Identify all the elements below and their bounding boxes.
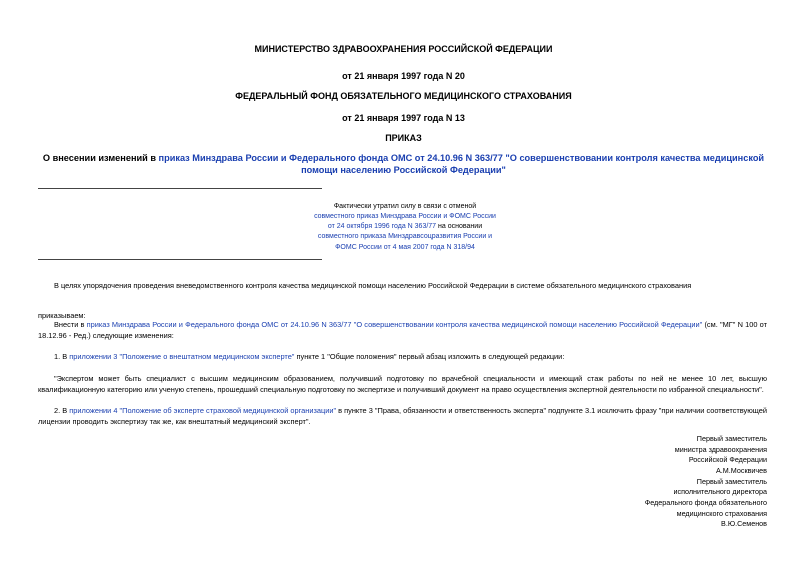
status-note-link-1[interactable]: совместного приказ Минздрава России и ФОМС России [314, 213, 496, 221]
status-note-link-4[interactable]: ФОМС России от 4 мая 2007 года N 318/94 [335, 243, 475, 251]
status-note [300, 202, 510, 253]
status-note-link-3[interactable]: совместного приказа Минздравсоцразвития России и [317, 233, 493, 241]
status-note-link-2[interactable]: от 24 октября 1996 года N 363/77 [327, 223, 437, 231]
signature-line: Первый заместитель [696, 476, 767, 486]
paragraph-amendment-link[interactable]: приказ Минздрава России и Федерального фонда ОМС от 24.10.96 N 363/77 "О совершенствовании контроля качества медицинской помощи населению Российской Федерации" [86, 320, 703, 329]
document-title [30, 153, 777, 177]
signature-name: А.М.Москвичев [716, 465, 767, 475]
fund-date: от 21 января 1997 года N 13 [342, 113, 465, 123]
paragraph-amendment-suffix: (см. "МГ" N 100 от 18.12.96 - Ред.) следующие изменения: [38, 320, 767, 340]
item-1 [38, 352, 767, 363]
doc-type-heading: ПРИКАЗ [385, 133, 422, 143]
ministry-heading: МИНИСТЕРСТВО ЗДРАВООХРАНЕНИЯ РОССИЙСКОЙ ФЕДЕРАЦИИ [254, 44, 553, 54]
paragraph-amendment-prefix: Внести в [54, 320, 87, 329]
paragraph-amendment [38, 320, 767, 341]
item-2-prefix: 2. В [54, 406, 70, 415]
signature-block-ministry [567, 434, 767, 530]
signature-line: министра здравоохранения [674, 444, 767, 454]
item-2 [38, 406, 767, 427]
title-prefix: О внесении изменений в [42, 153, 159, 163]
item-2-suffix: в пункте 3 "Права, обязанности и ответственность эксперта" подпункте 3.1 исключить фразу "при наличии соответствующей лицензии проводить экспертизу так же, как внештатный медицинский эксперт". [38, 406, 767, 426]
signature-line: Первый заместитель [696, 434, 767, 443]
divider-bottom [38, 259, 322, 260]
title-order-link[interactable]: приказ Минздрава России и Федерального фонда ОМС от 24.10.96 N 363/77 "О совершенствовании контроля качества медицинской помощи населению Российской Федерации" [158, 153, 765, 175]
intro-paragraph: В целях упорядочения проведения вневедомственного контроля качества медицинской помощи населению Российской Федерации в системе обязательного медицинского страхования [54, 281, 692, 290]
signature-line: медицинского страхования [676, 508, 767, 518]
ministry-date: от 21 января 1997 года N 20 [342, 71, 465, 81]
signature-line: Российской Федерации [688, 455, 767, 465]
item-1-link[interactable]: приложении 3 "Положение о внештатном медицинском эксперте" [69, 352, 295, 361]
item-1-suffix: пункте 1 "Общие положения" первый абзац изложить в следующей редакции: [294, 352, 565, 361]
divider-top [38, 188, 322, 189]
signature-name: В.Ю.Семенов [721, 519, 767, 529]
item-1-prefix: 1. В [54, 352, 70, 361]
status-note-line2-tail: на основании [436, 223, 483, 231]
signature-line: исполнительного директора [673, 487, 767, 497]
item-2-link[interactable]: приложении 4 "Положение об эксперте страховой медицинской организации" [69, 406, 337, 415]
order-word: приказываем: [38, 311, 86, 320]
quote-paragraph: "Экспертом может быть специалист с высшим медицинским образованием, получивший подготовку по врачебной специальности и имеющий стаж работы по ней не менее 10 лет, высшую квалификационную категорию или ученую степень, прошедший специальную подготовку по экспертизе и получивший документ на право осуществления экспертной деятельности по избранной специальности". [38, 374, 767, 394]
status-note-line1: Фактически утратил силу в связи с отменой [333, 203, 477, 210]
fund-heading: ФЕДЕРАЛЬНЫЙ ФОНД ОБЯЗАТЕЛЬНОГО МЕДИЦИНСКОГО СТРАХОВАНИЯ [235, 91, 572, 101]
signature-line: Федерального фонда обязательного [644, 497, 767, 507]
